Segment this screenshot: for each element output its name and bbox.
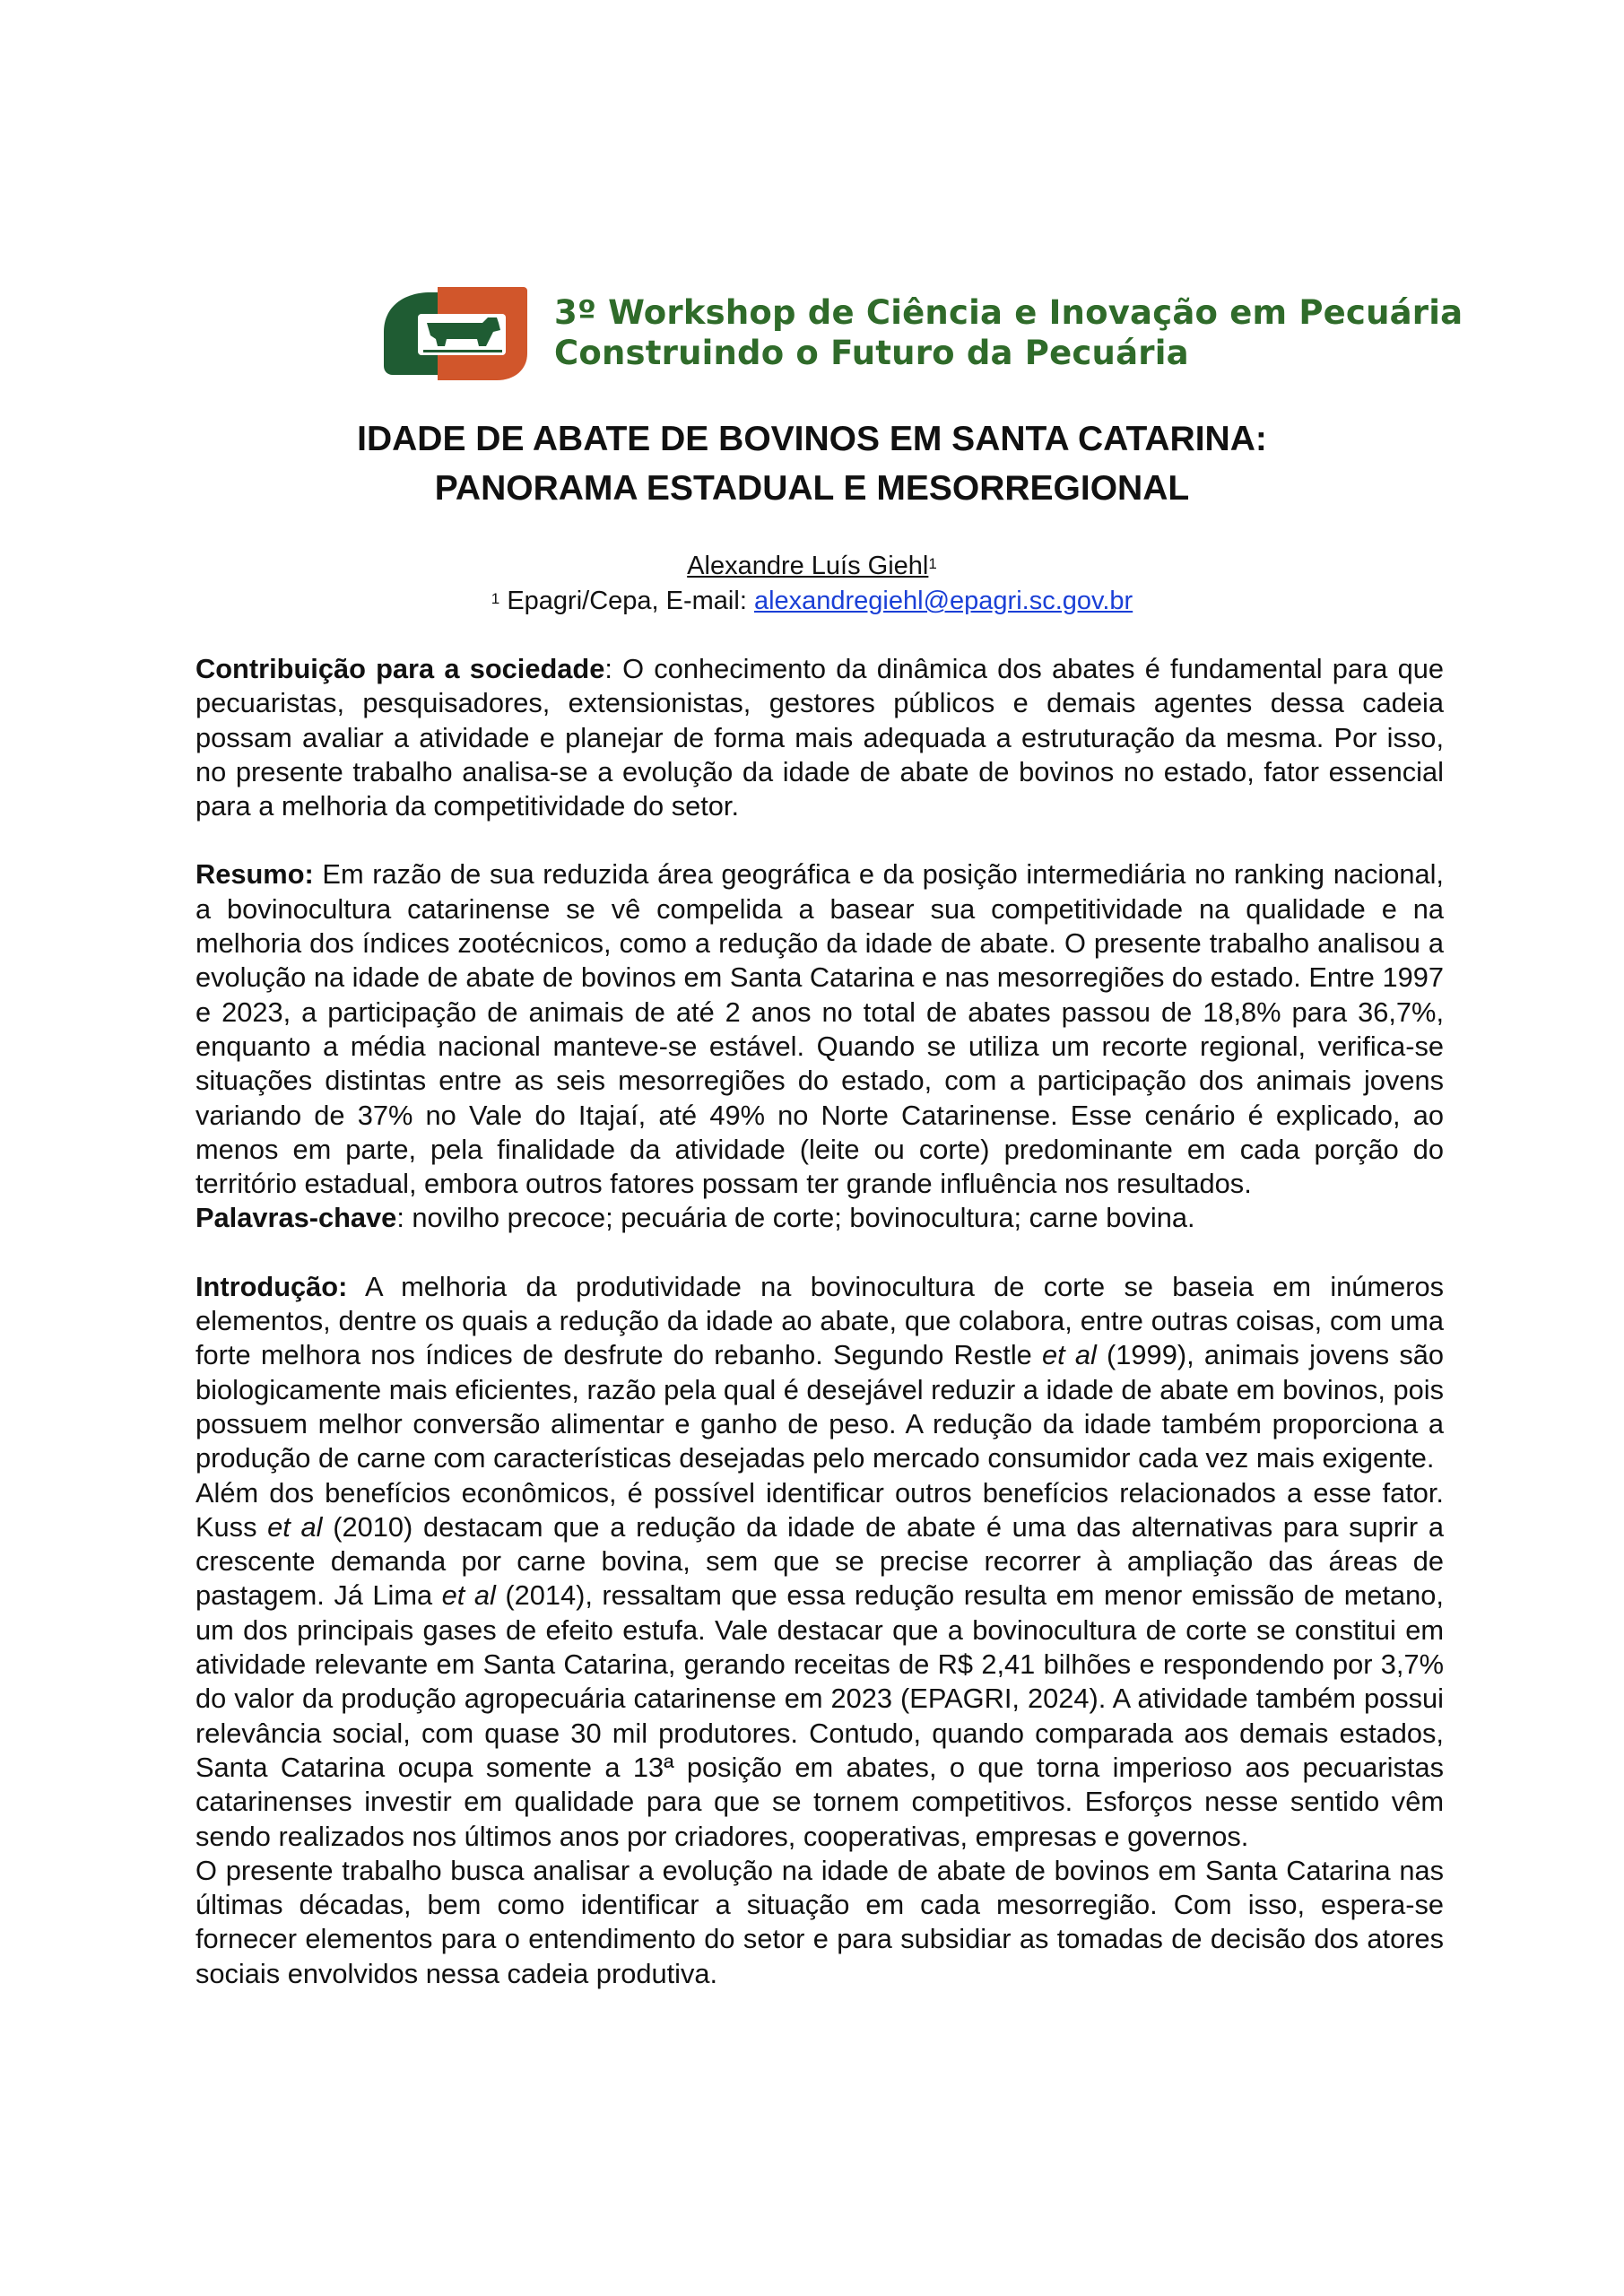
affiliation-marker: 1 bbox=[491, 590, 500, 607]
author-block bbox=[0, 549, 1624, 619]
author-line bbox=[0, 549, 1624, 584]
author-email-link[interactable]: alexandregiehl@epagri.sc.gov.br bbox=[753, 587, 1133, 615]
introduction-label: Introdução: bbox=[195, 1270, 348, 1302]
paper-title-line-2: PANORAMA ESTADUAL E MESORREGIONAL bbox=[434, 469, 1190, 508]
affiliation-line bbox=[0, 584, 1624, 619]
author-name: Alexandre Luís Giehl bbox=[687, 552, 929, 580]
affiliation-text: Epagri/Cepa, E-mail: bbox=[499, 587, 754, 615]
keywords-label: Palavras-chave bbox=[195, 1202, 397, 1234]
paper-body bbox=[195, 652, 1444, 1991]
intro-p2-etal-2: et al bbox=[441, 1579, 496, 1612]
intro-p2-text-b: (2010) destacam que a redução da idade de abate é uma das alternativas para suprir a crescente demanda por carne bovina, sem que se precise recorrer à ampliação das áreas de pastagem. Já Lima bbox=[195, 1510, 1444, 1612]
workshop-subtitle: Construindo o Futuro da Pecuária bbox=[554, 334, 1189, 372]
abstract-paragraph bbox=[195, 857, 1444, 1201]
keywords-text: : novilho precoce; pecuária de corte; bovinocultura; carne bovina. bbox=[396, 1202, 1195, 1234]
introduction-paragraph-1 bbox=[195, 1270, 1444, 1476]
paper-title bbox=[0, 414, 1624, 513]
intro-p1-etal: et al bbox=[1042, 1339, 1097, 1371]
contribution-label: Contribuição para a sociedade bbox=[195, 653, 605, 684]
abstract-label: Resumo: bbox=[195, 858, 314, 891]
introduction-paragraph-3: O presente trabalho busca analisar a evolução na idade de abate de bovinos em Santa Catarina nas últimas décadas, bem como identificar a situação em cada mesorregião. Com isso, espera-se fornecer elementos para o entendimento do setor e para subsidiar as tomadas de decisão dos atores sociais envolvidos nessa cadeia produtiva. bbox=[195, 1854, 1444, 1989]
paper-title-line-1: IDADE DE ABATE DE BOVINOS EM SANTA CATARINA: bbox=[357, 420, 1267, 458]
introduction-paragraph-2 bbox=[195, 1476, 1444, 1854]
keywords-paragraph bbox=[195, 1201, 1444, 1235]
workshop-title: 3º Workshop de Ciência e Inovação em Pecuária bbox=[554, 293, 1463, 332]
intro-p2-text-a: Além dos benefícios econômicos, é possível identificar outros benefícios relacionados a esse fator. Kuss bbox=[195, 1476, 1444, 1543]
workshop-logo-icon bbox=[384, 287, 527, 380]
author-marker: 1 bbox=[928, 555, 937, 572]
abstract-text: Em razão de sua reduzida área geográfica e da posição intermediária no ranking nacional, a bovinocultura catarinense se vê compelida a basear sua competitividade na qualidade e na melhoria dos índices zootécnicos, como a redução da idade de abate. O presente trabalho analisou a evolução na idade de abate de bovinos em Santa Catarina e nas mesorregiões do estado. Entre 1997 e 2023, a participação de animais de até 2 anos no total de abates passou de 18,8% para 36,7%, enquanto a média nacional manteve-se estável. Quando se utiliza um recorte regional, verifica-se situações distintas entre as seis mesorregiões do estado, com a participação dos animais jovens variando de 37% no Vale do Itajaí, até 49% no Norte Catarinense. Esse cenário é explicado, ao menos em parte, pela finalidade da atividade (leite ou corte) predominante em cada porção do território estadual, embora outros fatores possam ter grande influência nos resultados. bbox=[195, 858, 1444, 1200]
intro-p1-text-a: A melhoria da produtividade na bovinocultura de corte se baseia em inúmeros elementos, dentre os quais a redução da idade ao abate, que colabora, entre outras coisas, com uma forte melhora nos índices de desfrute do rebanho. Segundo Restle bbox=[195, 1270, 1444, 1371]
intro-p2-text-c: (2014), ressaltam que essa redução resulta em menor emissão de metano, um dos principais gases de efeito estufa. Vale destacar que a bovinocultura de corte se constitui em atividade relevante em Santa Catarina, gerando receitas de R$ 2,41 bilhões e respondendo por 3,7% do valor da produção agropecuária catarinense em 2023 (EPAGRI, 2024). A atividade também possui relevância social, com quase 30 mil produtores. Contudo, quando comparada aos demais estados, Santa Catarina ocupa somente a 13ª posição em abates, o que torna imperioso aos pecuaristas catarinenses investir em qualidade para que se tornem competitivos. Esforços nesse sentido vêm sendo realizados nos últimos anos por criadores, cooperativas, empresas e governos. bbox=[195, 1579, 1444, 1852]
contribution-text: : O conhecimento da dinâmica dos abates é fundamental para que pecuaristas, pesquisadores, extensionistas, gestores públicos e demais agentes dessa cadeia possam avaliar a atividade e planejar de forma mais adequada a estruturação da mesma. Por isso, no presente trabalho analisa-se a evolução da idade de abate de bovinos no estado, fator essencial para a melhoria da competitividade do setor. bbox=[195, 653, 1444, 822]
contribution-paragraph bbox=[195, 652, 1444, 823]
intro-p1-text-b: (1999), animais jovens são biologicamente mais eficientes, razão pela qual é desejável reduzir a idade de abate em bovinos, pois possuem melhor conversão alimentar e ganho de peso. A redução da idade também proporciona a produção de carne com características desejadas pelo mercado consumidor cada vez mais exigente. bbox=[195, 1339, 1444, 1474]
workshop-header bbox=[384, 283, 1463, 384]
intro-p2-etal-1: et al bbox=[267, 1510, 323, 1543]
